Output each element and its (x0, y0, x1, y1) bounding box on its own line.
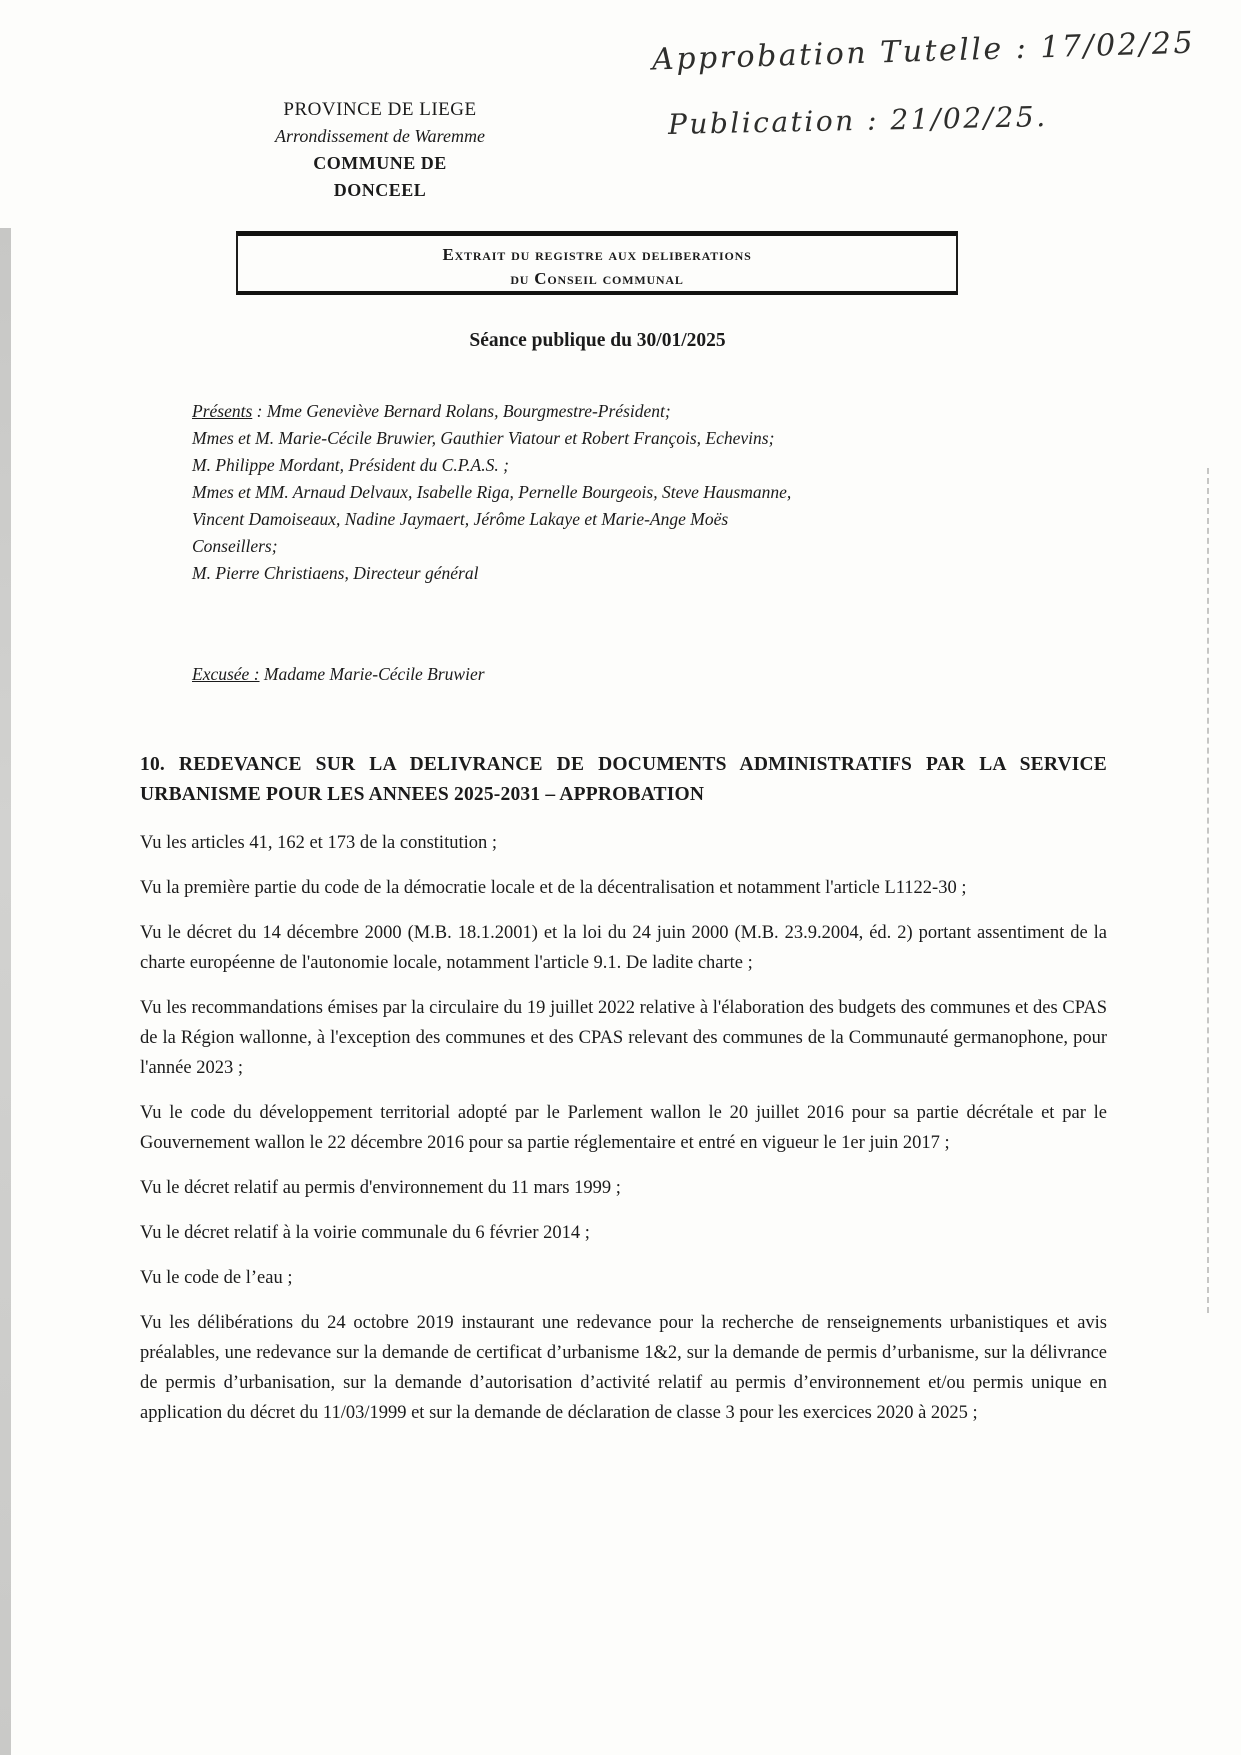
scan-artifact-right-dashed-line (1207, 468, 1209, 1313)
attendance-line: Vincent Damoiseaux, Nadine Jaymaert, Jérôme Lakaye et Marie-Ange Moës (192, 509, 729, 529)
attendance-line: Mmes et MM. Arnaud Delvaux, Isabelle Riga, Pernelle Bourgeois, Steve Hausmanne, (192, 482, 792, 502)
presents-first-line-rest: : Mme Geneviève Bernard Rolans, Bourgmestre-Président; (252, 401, 671, 421)
excused-line (192, 664, 942, 685)
attendance-line: M. Philippe Mordant, Président du C.P.A.S. ; (192, 455, 509, 475)
body-paragraph: Vu les délibérations du 24 octobre 2019 instaurant une redevance pour la recherche de renseignements urbanistiques et avis préalables, une redevance sur la demande de certificat d’urbanisme 1&2, sur la demande de permis d’urbanisme, sur la délivrance de permis d’urbanisation, sur la demande d’autorisation d’activité relatif au permis d’environnement et/ou permis unique en application du décret du 11/03/1999 et sur la demande de déclaration de classe 3 pour les exercices 2020 à 2025 ; (140, 1313, 1107, 1423)
letterhead-commune-line1: COMMUNE DE (313, 153, 447, 173)
letterhead-commune-line2: DONCEEL (333, 180, 427, 200)
body-paragraph: Vu le décret relatif au permis d'environnement du 11 mars 1999 ; (140, 1178, 621, 1198)
body-paragraph: Vu le décret du 14 décembre 2000 (M.B. 18.1.2001) et la loi du 24 juin 2000 (M.B. 23.9.2004, éd. 2) portant assentiment de la charte européenne de l'autonomie locale, notamment l'article 9.1. De ladite charte ; (140, 923, 1107, 973)
body-paragraph: Vu le décret relatif à la voirie communale du 6 février 2014 ; (140, 1223, 590, 1243)
attendance-line-presents (192, 398, 942, 425)
scan-artifact-left-band (0, 228, 11, 1755)
deliberations-register-title-box (236, 231, 958, 295)
agenda-item-heading: 10. REDEVANCE SUR LA DELIVRANCE DE DOCUMENTS ADMINISTRATIFS PAR LA SERVICE URBANISME POUR LES ANNEES 2025-2031 – APPROBATION (140, 754, 1107, 805)
excused-name: Madame Marie-Cécile Bruwier (259, 664, 485, 684)
deliberation-body (140, 828, 1107, 1443)
body-paragraph: Vu le code du développement territorial adopté par le Parlement wallon le 20 juillet 2016 pour sa partie décrétale et par le Gouvernement wallon le 22 décembre 2016 pour sa partie réglementaire et entré en vigueur le 1er juin 2017 ; (140, 1103, 1107, 1153)
handwritten-note-approbation-tutelle: Approbation Tutelle : 17/02/25 (651, 25, 1196, 78)
title-box-line2: du Conseil communal (510, 269, 684, 288)
body-paragraph: Vu les recommandations émises par la circulaire du 19 juillet 2022 relative à l'élaboration des budgets des communes et des CPAS de la Région wallonne, à l'exception des communes et des CPAS relevant des communes de la Communauté germanophone, pour l'année 2023 ; (140, 998, 1107, 1078)
attendance-line: Conseillers; (192, 536, 278, 556)
body-paragraph: Vu le code de l’eau ; (140, 1268, 293, 1288)
body-paragraph: Vu les articles 41, 162 et 173 de la constitution ; (140, 833, 498, 853)
attendance-line: Mmes et M. Marie-Cécile Bruwier, Gauthier Viatour et Robert François, Echevins; (192, 428, 775, 448)
letterhead-arrondissement: Arrondissement de Waremme (275, 126, 485, 146)
handwritten-note-publication: Publication : 21/02/25. (667, 100, 1048, 141)
letterhead (150, 96, 610, 204)
excused-label: Excusée : (192, 664, 260, 684)
presents-label: Présents (192, 401, 253, 421)
letterhead-province: PROVINCE DE LIEGE (283, 99, 477, 120)
title-box-line1: Extrait du registre aux deliberations (442, 245, 752, 264)
attendance-block (192, 398, 942, 587)
session-title: Séance publique du 30/01/2025 (469, 330, 726, 351)
attendance-line: M. Pierre Christiaens, Directeur général (192, 563, 479, 583)
body-paragraph: Vu la première partie du code de la démocratie locale et de la décentralisation et notamment l'article L1122-30 ; (140, 878, 967, 898)
